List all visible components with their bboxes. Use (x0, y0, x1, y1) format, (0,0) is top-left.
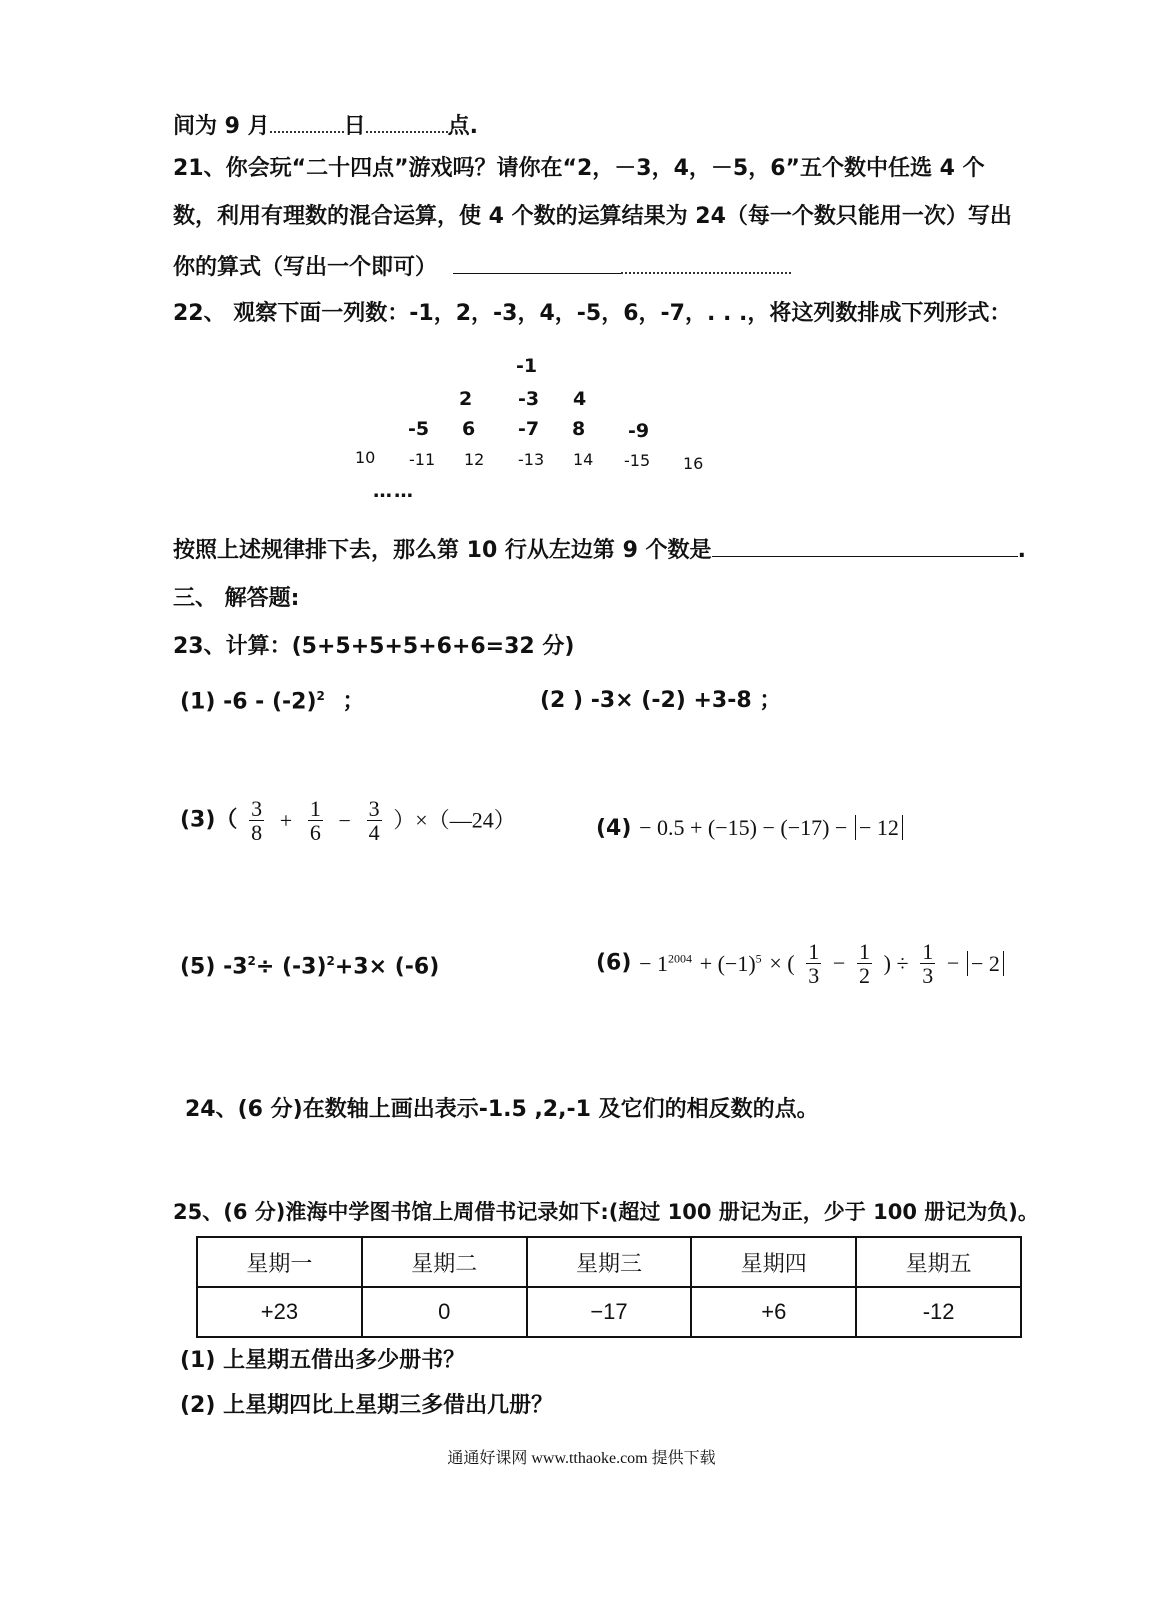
q23-part1 (180, 690, 365, 713)
tri-r1-c1: -1 (516, 355, 538, 377)
q23-p6-e: − (946, 950, 960, 976)
tri-r3-c3: -7 (518, 418, 540, 440)
answer-blank-hour[interactable] (366, 113, 448, 133)
minus-sign-2: − (832, 950, 846, 976)
header-tuesday: 星期二 (362, 1237, 527, 1287)
q23-p6-b: + $(-1)^5$ (699, 950, 762, 976)
plus-sign: + (279, 807, 293, 833)
answer-blank-q21-dotted[interactable] (621, 254, 791, 274)
q20-mid: 日 (343, 114, 366, 139)
q25-sub2: (2) 上星期四比上星期三多借出几册？ (180, 1393, 554, 1418)
tri-r4-c6: -15 (624, 451, 651, 470)
tri-r2-c2: -3 (518, 388, 540, 410)
fraction-1-2: $\frac{1}{2}$ (859, 939, 870, 989)
q21-line3-text: 你的算式（写出一个即可） (173, 255, 438, 280)
q21-line3 (173, 254, 791, 279)
q23-p4-expr: − 0.5 + (−15) − (−17) − (639, 815, 848, 840)
header-thursday: 星期四 (691, 1237, 856, 1287)
tri-r3-c5: -9 (628, 420, 650, 442)
tri-r4-c1: 10 (355, 448, 376, 467)
q20-suffix: 点. (447, 114, 479, 139)
q25-sub1: (1) 上星期五借出多少册书？ (180, 1348, 466, 1373)
answer-blank-q22[interactable] (712, 538, 1018, 557)
tri-r3-c2: 6 (462, 418, 476, 440)
q23-p1-end: ； (342, 689, 365, 715)
page-footer: 通通好课网 www.tthaoke.com 提供下载 (447, 1450, 716, 1467)
q23-p5-mid: ÷ (-3) (255, 954, 327, 980)
table-row (197, 1287, 1021, 1337)
fraction-1-3: $\frac{1}{3}$ (808, 939, 820, 989)
tri-r3-c4: 8 (572, 418, 586, 440)
q23-p5-exponent: 2 (247, 954, 256, 968)
q23-p5-text: (5) -3 (180, 954, 248, 980)
answer-blank-q21[interactable] (453, 255, 621, 274)
header-monday: 星期一 (197, 1237, 362, 1287)
value-wednesday: −17 (527, 1287, 692, 1337)
tri-r4-c5: 14 (573, 450, 594, 469)
value-tuesday: 0 (362, 1287, 527, 1337)
value-monday: +23 (197, 1287, 362, 1337)
value-thursday: +6 (691, 1287, 856, 1337)
minus-sign: − (338, 807, 351, 833)
q21-line2: 数，利用有理数的混合运算，使 4 个数的运算结果为 24（每一个数只能用一次）写出 (173, 204, 1012, 229)
fraction-1-3-b: $\frac{1}{3}$ (922, 939, 934, 989)
q23-p1-text: (1) -6 - (-2) (180, 689, 317, 715)
q23-p5-exponent2: 2 (326, 954, 335, 968)
q23-part3 (180, 797, 516, 844)
q25-intro: 25、(6 分)淮海中学图书馆上周借书记录如下:(超过 100 册记为正，少于 100 册记为负)。 (173, 1200, 1039, 1224)
q22-question: 按照上述规律排下去，那么第 10 行从左边第 9 个数是 . (173, 538, 1026, 563)
q23-title: 23、计算：(5+5+5+5+6+6=32 分) (173, 634, 575, 659)
tri-ellipsis: …… (373, 480, 415, 502)
q23-part2: (2 ) -3× (-2) +3-8 ； (540, 688, 782, 713)
q23-p6-abs: − 2 (967, 951, 1004, 976)
header-friday: 星期五 (856, 1237, 1021, 1287)
q23-p6-a: − $1^{2004}$ (639, 950, 693, 976)
q24-text: 24、(6 分)在数轴上画出表示-1.5 ,2,-1 及它们的相反数的点。 (185, 1097, 819, 1122)
q23-p5-end: +3× (-6) (334, 954, 440, 980)
q23-part4 (596, 817, 903, 840)
q23-p6-d: ) ÷ (883, 950, 909, 976)
q23-p6-c: × ( (769, 950, 795, 976)
q22-question-text: 按照上述规律排下去，那么第 10 行从左边第 9 个数是 (173, 538, 712, 563)
q23-p6-label: (6) (596, 950, 632, 976)
q23-p1-exponent: 2 (316, 689, 325, 703)
fraction-1-6: $\frac{1}{6}$ (309, 796, 321, 846)
tri-r4-c3: 12 (464, 450, 485, 469)
tri-r4-c7: 16 (683, 454, 704, 473)
q22-intro: 22、 观察下面一列数：-1，2，-3，4，-5，6，-7，. . .，将这列数排成下列形式： (173, 301, 1012, 326)
q23-p3-end: ）×（—24） (393, 807, 516, 833)
q21-line1: 21、你会玩“二十四点”游戏吗？请你在“2，－3，4，－5，6”五个数中任选 4 个 (173, 156, 985, 181)
fraction-3-8: $\frac{3}{8}$ (251, 796, 263, 846)
tri-r4-c4: -13 (518, 450, 545, 469)
value-friday: -12 (856, 1287, 1021, 1337)
q23-part6 (596, 940, 1004, 987)
tri-r2-c1: 2 (459, 388, 473, 410)
fraction-3-4: $\frac{3}{4}$ (368, 796, 380, 846)
header-wednesday: 星期三 (527, 1237, 692, 1287)
q23-p4-label: (4) (596, 816, 632, 841)
q20-continuation (173, 113, 478, 138)
answer-blank-day[interactable] (270, 113, 344, 133)
tri-r3-c1: -5 (408, 418, 430, 440)
tri-r2-c3: 4 (573, 388, 587, 410)
q20-prefix: 间为 9 月 (173, 114, 270, 139)
q23-p4-abs: − 12 (855, 815, 903, 840)
tri-r4-c2: -11 (409, 450, 436, 469)
q23-p3-label: (3)（ (180, 807, 238, 833)
section-three-heading: 三、 解答题: (173, 586, 300, 611)
table-header-row (197, 1237, 1021, 1287)
q23-part5 (180, 955, 439, 978)
borrowing-table (196, 1236, 1022, 1338)
